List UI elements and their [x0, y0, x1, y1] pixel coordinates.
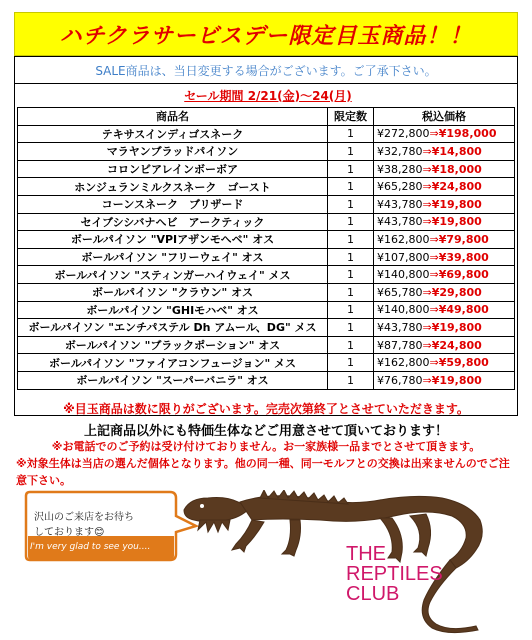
- product-name: ボールパイソン "VPIアザンモヘベ" オス: [18, 231, 328, 249]
- sale-price: ¥19,800: [431, 373, 482, 387]
- price-cell: [374, 301, 515, 319]
- sale-price: ¥19,800: [431, 320, 482, 334]
- footer-reservation-note: ※お電話でのご予約は受け付けておりません。お一家族様一品までとさせて頂きます。: [51, 440, 481, 453]
- table-row: [18, 160, 515, 178]
- regular-price: ¥43,780: [377, 197, 423, 211]
- regular-price: ¥272,800: [377, 127, 430, 141]
- change-notice: SALE商品は、当日変更する場合がございます。ご了承下さい。: [15, 57, 517, 84]
- price-cell: [374, 125, 515, 143]
- sale-price: ¥49,800: [438, 303, 489, 317]
- sale-banner: ハチクラサービスデー限定目玉商品！！: [14, 12, 518, 56]
- arrow-icon: ⇒: [422, 180, 432, 194]
- sale-price: ¥14,800: [431, 144, 482, 158]
- regular-price: ¥140,800: [377, 303, 430, 317]
- logo-line-3: CLUB: [346, 583, 400, 605]
- logo-line-2: REPTILES: [346, 563, 443, 585]
- sale-period: [168, 85, 368, 105]
- table-row: [18, 178, 515, 196]
- price-cell: [374, 336, 515, 354]
- table-row: [18, 266, 515, 284]
- table-row: [18, 125, 515, 143]
- product-name: ホンジュランミルクスネーク ゴースト: [18, 178, 328, 196]
- sale-period-text: セール期間 2/21(金)～24(月): [184, 88, 352, 103]
- reptiles-club-logo: [346, 544, 486, 604]
- limit-qty: 1: [328, 160, 374, 178]
- regular-price: ¥43,780: [377, 215, 423, 229]
- product-name: ボールパイソン "スティンガーハイウェイ" メス: [18, 266, 328, 284]
- footer-exchange-note: ※対象生体は当店の選んだ個体となります。他の同一種、同一モルフとの交換は出来ませんのでご注意下さい。: [16, 457, 510, 487]
- regular-price: ¥65,780: [377, 285, 423, 299]
- limit-qty: 1: [328, 213, 374, 231]
- regular-price: ¥162,800: [377, 356, 430, 370]
- price-cell: [374, 143, 515, 161]
- price-cell: [374, 283, 515, 301]
- product-name: セイブシシバナヘビ アークティック: [18, 213, 328, 231]
- sale-table: [17, 107, 515, 390]
- regular-price: ¥76,780: [377, 373, 423, 387]
- limit-qty: 1: [328, 301, 374, 319]
- limit-qty: 1: [328, 371, 374, 389]
- limit-qty: 1: [328, 336, 374, 354]
- sale-price: ¥29,800: [431, 285, 482, 299]
- table-row: [18, 213, 515, 231]
- product-name: マラヤンブラッドパイソン: [18, 143, 328, 161]
- arrow-icon: ⇒: [429, 303, 439, 317]
- arrow-icon: ⇒: [422, 373, 432, 387]
- price-cell: [374, 195, 515, 213]
- limit-qty: 1: [328, 125, 374, 143]
- price-cell: [374, 248, 515, 266]
- price-cell: [374, 371, 515, 389]
- limit-qty: 1: [328, 248, 374, 266]
- product-name: ボールパイソン "スーパーバニラ" オス: [18, 371, 328, 389]
- arrow-icon: ⇒: [422, 197, 432, 211]
- regular-price: ¥107,800: [377, 250, 430, 264]
- price-cell: [374, 213, 515, 231]
- arrow-icon: ⇒: [429, 356, 439, 370]
- dragon-eye: [200, 504, 204, 508]
- limit-qty: 1: [328, 231, 374, 249]
- arrow-icon: ⇒: [422, 320, 432, 334]
- bubble-english: I'm very glad to see you....: [30, 542, 151, 552]
- limit-qty: 1: [328, 319, 374, 337]
- limit-qty: 1: [328, 354, 374, 372]
- regular-price: ¥38,280: [377, 162, 423, 176]
- logo-line-1: THE: [346, 543, 386, 565]
- limit-qty: 1: [328, 283, 374, 301]
- header-product-name: 商品名: [18, 108, 328, 126]
- sale-price: ¥69,800: [438, 268, 489, 282]
- regular-price: ¥43,780: [377, 320, 423, 334]
- sale-price: ¥19,800: [431, 215, 482, 229]
- sale-price: ¥79,800: [438, 232, 489, 246]
- product-name: ボールパイソン "GHIモハベ" オス: [18, 301, 328, 319]
- arrow-icon: ⇒: [422, 162, 432, 176]
- arrow-icon: ⇒: [429, 250, 439, 264]
- regular-price: ¥162,800: [377, 232, 430, 246]
- arrow-icon: ⇒: [422, 215, 432, 229]
- product-name: テキサスインディゴスネーク: [18, 125, 328, 143]
- price-cell: [374, 231, 515, 249]
- arrow-icon: ⇒: [429, 127, 439, 141]
- limited-stock-note: ※目玉商品は数に限りがございます。完売次第終了とさせていただきます。: [63, 402, 469, 416]
- limit-qty: 1: [328, 195, 374, 213]
- table-row: [18, 371, 515, 389]
- price-cell: [374, 178, 515, 196]
- sale-price: ¥19,800: [431, 197, 482, 211]
- arrow-icon: ⇒: [429, 268, 439, 282]
- product-name: ボールパイソン "ブラックポーション" オス: [18, 336, 328, 354]
- arrow-icon: ⇒: [422, 144, 432, 158]
- table-row: [18, 301, 515, 319]
- footer-other-specials: 上記商品以外にも特価生体などご用意させて頂いております！: [83, 424, 448, 439]
- table-row: [18, 248, 515, 266]
- limit-qty: 1: [328, 143, 374, 161]
- arrow-icon: ⇒: [429, 232, 439, 246]
- arrow-icon: ⇒: [422, 285, 432, 299]
- price-cell: [374, 266, 515, 284]
- table-row: [18, 319, 515, 337]
- price-cell: [374, 160, 515, 178]
- limit-qty: 1: [328, 266, 374, 284]
- sale-frame: [14, 56, 518, 416]
- price-cell: [374, 319, 515, 337]
- regular-price: ¥65,280: [377, 180, 423, 194]
- sale-price: ¥198,000: [438, 127, 497, 141]
- bubble-japanese: 沢山のご来店をお待ち しております😊: [34, 512, 134, 538]
- table-row: [18, 195, 515, 213]
- arrow-icon: ⇒: [422, 338, 432, 352]
- sale-price: ¥24,800: [431, 180, 482, 194]
- product-name: ボールパイソン "ファイアコンフュージョン" メス: [18, 354, 328, 372]
- sale-price: ¥24,800: [431, 338, 482, 352]
- sale-price: ¥39,800: [438, 250, 489, 264]
- table-row: [18, 283, 515, 301]
- table-row: [18, 231, 515, 249]
- limit-qty: 1: [328, 178, 374, 196]
- product-name: コロンビアレインボーボア: [18, 160, 328, 178]
- regular-price: ¥140,800: [377, 268, 430, 282]
- header-price: 税込価格: [374, 108, 515, 126]
- table-header-row: [18, 108, 515, 126]
- product-name: コーンスネーク ブリザード: [18, 195, 328, 213]
- product-name: ボールパイソン "フリーウェイ" オス: [18, 248, 328, 266]
- sale-price: ¥18,000: [431, 162, 482, 176]
- product-name: ボールパイソン "クラウン" オス: [18, 283, 328, 301]
- sale-price: ¥59,800: [438, 356, 489, 370]
- product-name: ボールパイソン "エンチパステル Dh アムール、DG" メス: [18, 319, 328, 337]
- table-row: [18, 354, 515, 372]
- table-row: [18, 336, 515, 354]
- price-cell: [374, 354, 515, 372]
- regular-price: ¥87,780: [377, 338, 423, 352]
- table-row: [18, 143, 515, 161]
- header-limit-qty: 限定数: [328, 108, 374, 126]
- regular-price: ¥32,780: [377, 144, 423, 158]
